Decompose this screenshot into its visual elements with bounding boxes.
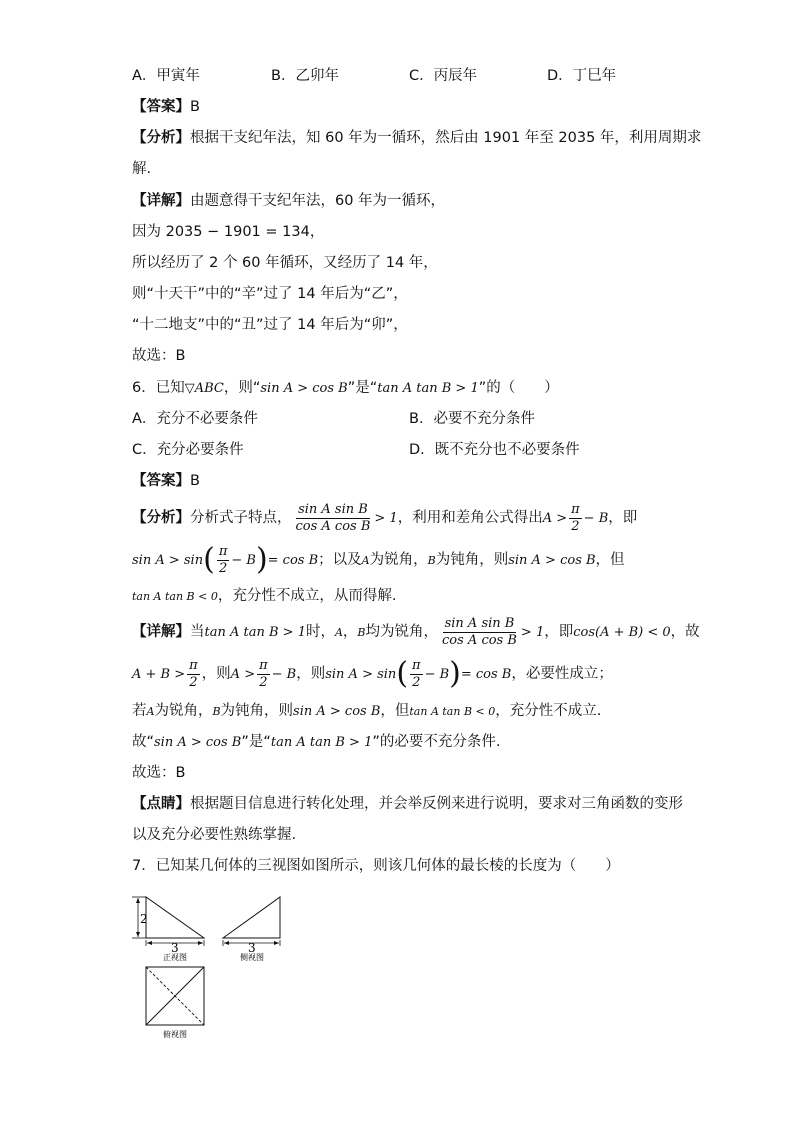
fraction-numerator: π (571, 501, 580, 517)
q5-analysis-cont: 解. (132, 161, 152, 177)
math-expr: tan A tan B > 1 (204, 625, 306, 640)
q6-stem-prefix: 6．已知 (132, 380, 185, 396)
detail-text: ，但 (380, 703, 410, 719)
answer-tag: 【答案】 (132, 473, 190, 489)
q5-option-a: A．甲寅年 (132, 68, 200, 84)
detail-text: 均为锐角， (365, 624, 439, 640)
side-view (223, 897, 280, 962)
remark-tag: 【点睛】 (132, 796, 190, 812)
detail-text: ，即 (544, 624, 574, 640)
q6-analysis (132, 500, 637, 537)
left-paren: ( (203, 542, 215, 577)
q6-triangle: ▽ABC (184, 381, 224, 396)
math-var: B (427, 554, 436, 567)
math-var: A (361, 554, 370, 567)
q6-detail-line4 (132, 732, 500, 753)
math-expr: tan A tan B > 1 (270, 735, 373, 750)
analysis-text: 为钝角，则 (435, 552, 509, 568)
q6-detail-line2 (132, 656, 613, 693)
analysis-tag: 【分析】 (132, 510, 190, 526)
fraction-numerator: π (189, 657, 198, 673)
math-expr: sin A > sin (132, 553, 204, 568)
q5-choose: 故选：B (132, 348, 186, 364)
detail-text: 为锐角， (154, 703, 213, 719)
q6-analysis-line2 (132, 542, 625, 579)
detail-text: 故“ (132, 734, 155, 750)
fraction-pi-over-2 (187, 658, 200, 691)
fraction-numerator: sin A sin B (444, 615, 515, 631)
right-paren: ) (449, 656, 461, 691)
detail-text: ，则 (201, 666, 231, 682)
fraction-denominator: cos A cos B (295, 518, 371, 534)
answer-value: B (190, 473, 200, 489)
math-expr: > 1 (374, 511, 398, 526)
math-expr: − B (583, 511, 609, 526)
right-paren: ) (255, 542, 268, 577)
detail-tag: 【详解】 (132, 624, 190, 640)
detail-text: 由题意得干支纪年法，60 年为一循环， (190, 193, 446, 209)
fraction-denominator: 2 (412, 674, 421, 690)
detail-tag: 【详解】 (132, 193, 190, 209)
front-view-label: 正视图 (163, 953, 187, 962)
front-width-label: 3 (171, 941, 179, 955)
fraction-numerator: sin A sin B (298, 501, 368, 517)
math-var: A (334, 626, 343, 639)
q5-detail-line3: 所以经历了 2 个 60 年循环，又经历了 14 年， (132, 255, 438, 271)
front-height-label: 2 (140, 912, 148, 926)
fraction-denominator: 2 (571, 518, 580, 534)
detail-text: ”是“ (241, 734, 271, 750)
q6-stem-mid2: ”是“ (347, 380, 378, 396)
math-var: B (212, 705, 221, 718)
detail-text: ，充分性不成立. (495, 703, 602, 719)
q5-detail (132, 191, 445, 211)
analysis-text: 为锐角， (369, 552, 428, 568)
answer-value: B (190, 99, 200, 115)
math-expr: A > (542, 511, 568, 526)
top-view-label: 俯视图 (163, 1030, 187, 1039)
detail-text: ， (342, 624, 358, 640)
q6-detail-line3 (132, 701, 601, 722)
detail-text: ，则 (296, 666, 326, 682)
remark-text: 根据题目信息进行转化处理，并会举反例来进行说明，要求对三角函数的变形 (190, 796, 683, 812)
fraction-pi-over-2 (217, 544, 230, 577)
side-view-label: 侧视图 (240, 953, 264, 962)
q6-stem (132, 378, 559, 399)
fraction-pi-over-2 (569, 502, 582, 535)
q5-option-b: B．乙卯年 (271, 68, 339, 84)
q5-detail-line4: 则“十天干”中的“辛”过了 14 年后为“乙”， (132, 286, 408, 302)
q6-remark-line2: 以及充分必要性熟练掌握. (132, 827, 297, 843)
fraction (294, 502, 373, 535)
detail-text: 为钝角，则 (220, 703, 294, 719)
q7-stem: 7．已知某几何体的三视图如图所示，则该几何体的最长棱的长度为（ ） (132, 858, 620, 874)
math-expr: sin A > cos B (154, 735, 242, 750)
fraction-pi-over-2 (257, 658, 270, 691)
q5-detail-line2: 因为 2035 − 1901 = 134， (132, 224, 325, 240)
math-expr: cos(A + B) < 0 (573, 625, 671, 640)
fraction-denominator: 2 (189, 674, 198, 690)
detail-text: 若 (132, 703, 147, 719)
analysis-text: ；以及 (318, 552, 362, 568)
q5-option-d: D．丁巳年 (547, 68, 617, 84)
math-expr: − B (424, 667, 450, 682)
math-expr: sin A > cos B (508, 553, 596, 568)
math-expr: tan A tan B < 0 (409, 705, 496, 718)
fraction-numerator: π (218, 543, 228, 559)
analysis-text: ，充分性不成立，从而得解. (217, 588, 397, 604)
q6-option-b: B．必要不充分条件 (409, 411, 535, 427)
math-expr: = cos B (460, 667, 512, 682)
analysis-tag: 【分析】 (132, 130, 190, 146)
q6-option-a: A．充分不必要条件 (132, 411, 258, 427)
fraction-denominator: 2 (259, 674, 268, 690)
math-expr: > 1 (520, 625, 545, 640)
detail-text: ，故 (670, 624, 700, 640)
q5-analysis (132, 128, 701, 148)
three-view-figure (126, 892, 296, 1044)
analysis-text: 根据干支纪年法，知 60 年为一循环，然后由 1901 年至 2035 年，利用周期求 (190, 130, 702, 146)
math-expr: tan A tan B < 0 (132, 590, 218, 603)
math-var: B (357, 626, 366, 639)
answer-tag: 【答案】 (132, 99, 190, 115)
fraction-denominator: 2 (218, 560, 228, 576)
fraction-numerator: π (412, 657, 421, 673)
fraction-pi-over-2 (410, 658, 423, 691)
analysis-text: ，利用和差角公式得出 (397, 510, 543, 526)
fraction (440, 616, 519, 649)
analysis-text: ，但 (595, 552, 625, 568)
q5-answer (132, 97, 200, 117)
math-expr: A > (230, 667, 256, 682)
detail-text: ，必要性成立； (511, 666, 613, 682)
math-expr: sin A > sin (325, 667, 397, 682)
q6-condition1: sin A > cos B (260, 381, 348, 396)
q6-analysis-line3 (132, 586, 396, 607)
q5-detail-line5: “十二地支”中的“丑”过了 14 年后为“卯”， (132, 317, 408, 333)
analysis-text: 分析式子特点， (190, 510, 292, 526)
q6-remark (132, 794, 683, 814)
side-width-label: 3 (248, 941, 256, 955)
q5-option-c: C．丙辰年 (409, 68, 478, 84)
q6-stem-mid1: ，则“ (223, 380, 261, 396)
q6-stem-end: ”的（ ） (478, 380, 559, 396)
analysis-text: ，即 (608, 510, 638, 526)
q6-choose: 故选：B (132, 765, 186, 781)
fraction-denominator: cos A cos B (442, 632, 517, 648)
math-expr: = cos B (267, 553, 319, 568)
detail-text: ”的必要不充分条件. (372, 734, 501, 750)
q6-detail (132, 614, 700, 651)
q6-condition2: tan A tan B > 1 (377, 381, 479, 396)
front-view (132, 897, 204, 962)
detail-text: 当 (190, 624, 205, 640)
q6-option-c: C．充分必要条件 (132, 442, 244, 458)
fraction-numerator: π (259, 657, 268, 673)
math-expr: − B (271, 667, 297, 682)
top-view (146, 967, 204, 1039)
q6-option-d: D．既不充分也不必要条件 (409, 442, 580, 458)
math-var: A (146, 705, 155, 718)
q6-answer (132, 471, 200, 491)
math-expr: − B (231, 553, 256, 568)
math-expr: sin A > cos B (293, 704, 381, 719)
detail-text: 时， (305, 624, 335, 640)
math-expr: A + B > (132, 667, 186, 682)
left-paren: ( (396, 656, 409, 691)
